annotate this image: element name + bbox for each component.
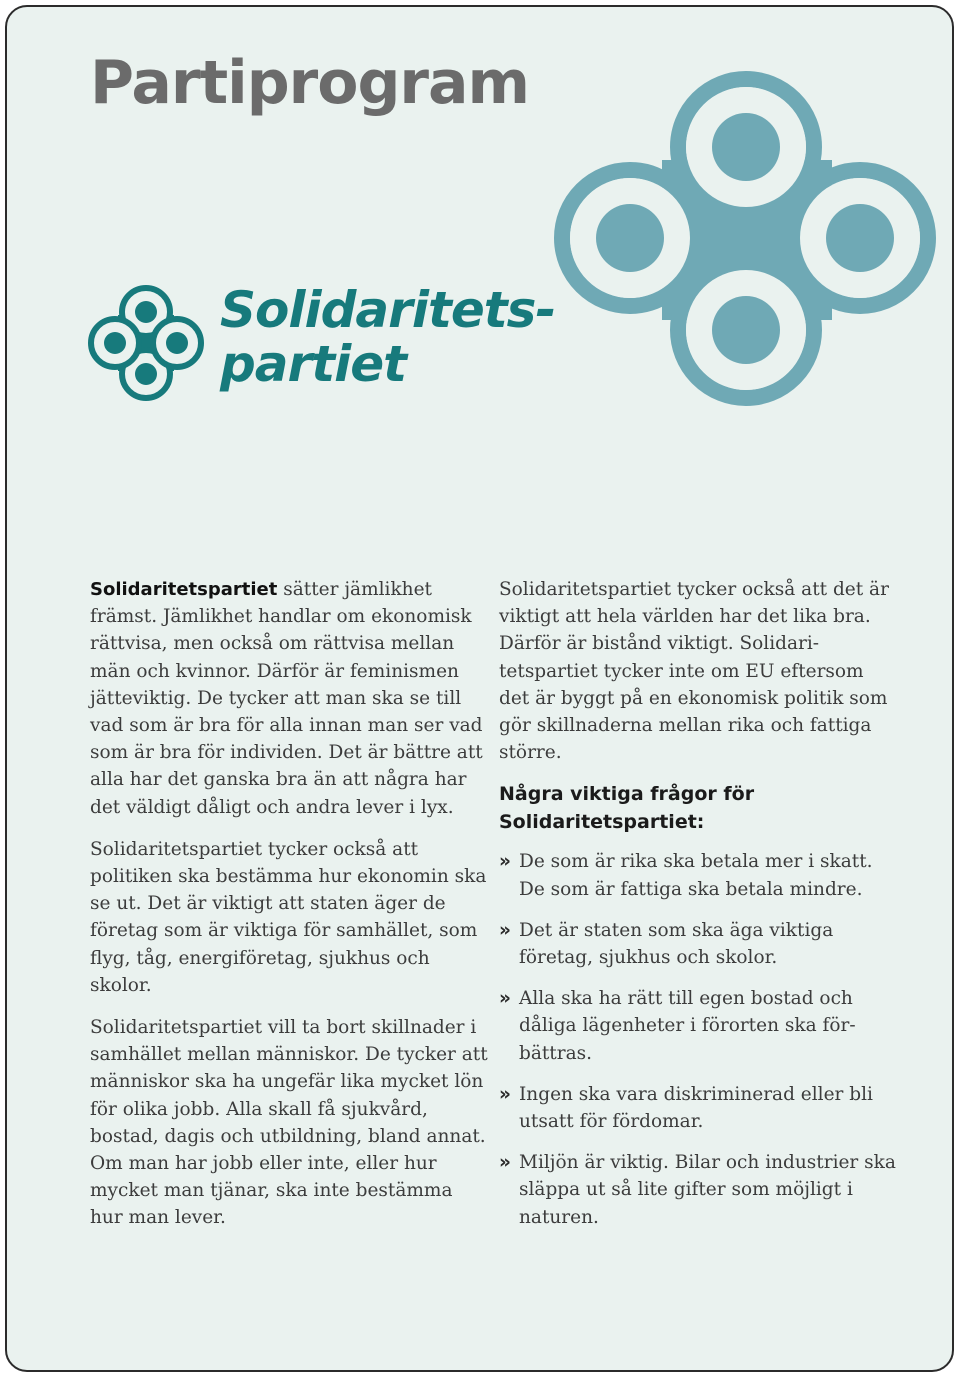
party-emblem-small	[88, 285, 204, 401]
list-item-text: Alla ska ha rätt till egen bostad och dåliga lägenheter i förorten ska förbättras.	[519, 988, 856, 1064]
bullet-icon: »	[499, 988, 511, 1010]
party-emblem-large	[550, 48, 940, 433]
economy-paragraph: Solidaritetspartiet tycker också att politiken ska bestämma hur ekonomin ska se ut. Det är viktigt att staten äger de företag som är viktiga för samhället, som flyg, tåg, energiföretag, sjukhus och skolor.	[90, 838, 487, 996]
bullet-icon: »	[499, 1083, 511, 1105]
key-issues-heading: Några viktiga frågor för Solidaritetspartiet:	[499, 783, 755, 833]
equality-paragraph: Solidaritetspartiet vill ta bort skillnader i samhället mellan människor. De tycker att människor ska ha ungefär lika mycket lön för olika jobb. Alla skall få sjukvård, bostad, dagis och utbildning, bland annat. Om man har jobb eller inte, eller hur mycket man tjänar, ska inte bestämma hur man lever.	[90, 1017, 488, 1229]
intro-paragraph	[90, 576, 490, 821]
list-item-text: Miljön är viktig. Bilar och industrier ska släppa ut så lite gifter som möjligt i naturen.	[519, 1152, 896, 1228]
logo-text-line2: partiet	[220, 335, 407, 393]
bullet-icon: »	[499, 851, 511, 873]
key-issues-list	[499, 848, 899, 1230]
list-item	[499, 917, 899, 971]
list-item	[499, 1149, 899, 1231]
bullet-icon: »	[499, 919, 511, 941]
party-logo-text	[220, 283, 555, 391]
intro-paragraph-text: sätter jämlikhet främst. Jämlikhet handlar om ekonomisk rättvisa, men också om rättvisa mellan män och kvinnor. Därför är feminismen jätteviktig. De tycker att man ska se till vad som är bra för alla innan man ser vad som är bra för individen. Det är bättre att alla har det ganska bra än att några har det väldigt dåligt och andra lever i lyx.	[90, 579, 483, 818]
list-item-text: De som är rika ska betala mer i skatt. De som är fattiga ska betala mindre.	[519, 851, 873, 900]
bullet-icon: »	[499, 1152, 511, 1174]
list-item-text: Ingen ska vara diskriminerad eller bli utsatt för fördomar.	[519, 1083, 873, 1133]
list-item	[499, 1081, 899, 1135]
list-item-text: Det är staten som ska äga viktiga företag, sjukhus och skolor.	[519, 919, 834, 969]
left-column	[90, 576, 490, 1247]
world-paragraph: Solidaritetspartiet tycker också att det är viktigt att hela världen har det lika bra. Därför är bistånd viktigt. Solidaritetspartiet tycker inte om EU eftersom det är byggt på en ekonomisk politik som gör skillnaderna mellan rika och fattiga större.	[499, 579, 889, 764]
logo-text-line1: Solidaritets-	[220, 281, 556, 339]
right-column	[499, 576, 899, 1245]
party-name-lead: Solidaritetspartiet	[90, 579, 278, 600]
list-item	[499, 985, 899, 1067]
page-title: Partiprogram	[90, 48, 529, 118]
list-item	[499, 848, 899, 902]
